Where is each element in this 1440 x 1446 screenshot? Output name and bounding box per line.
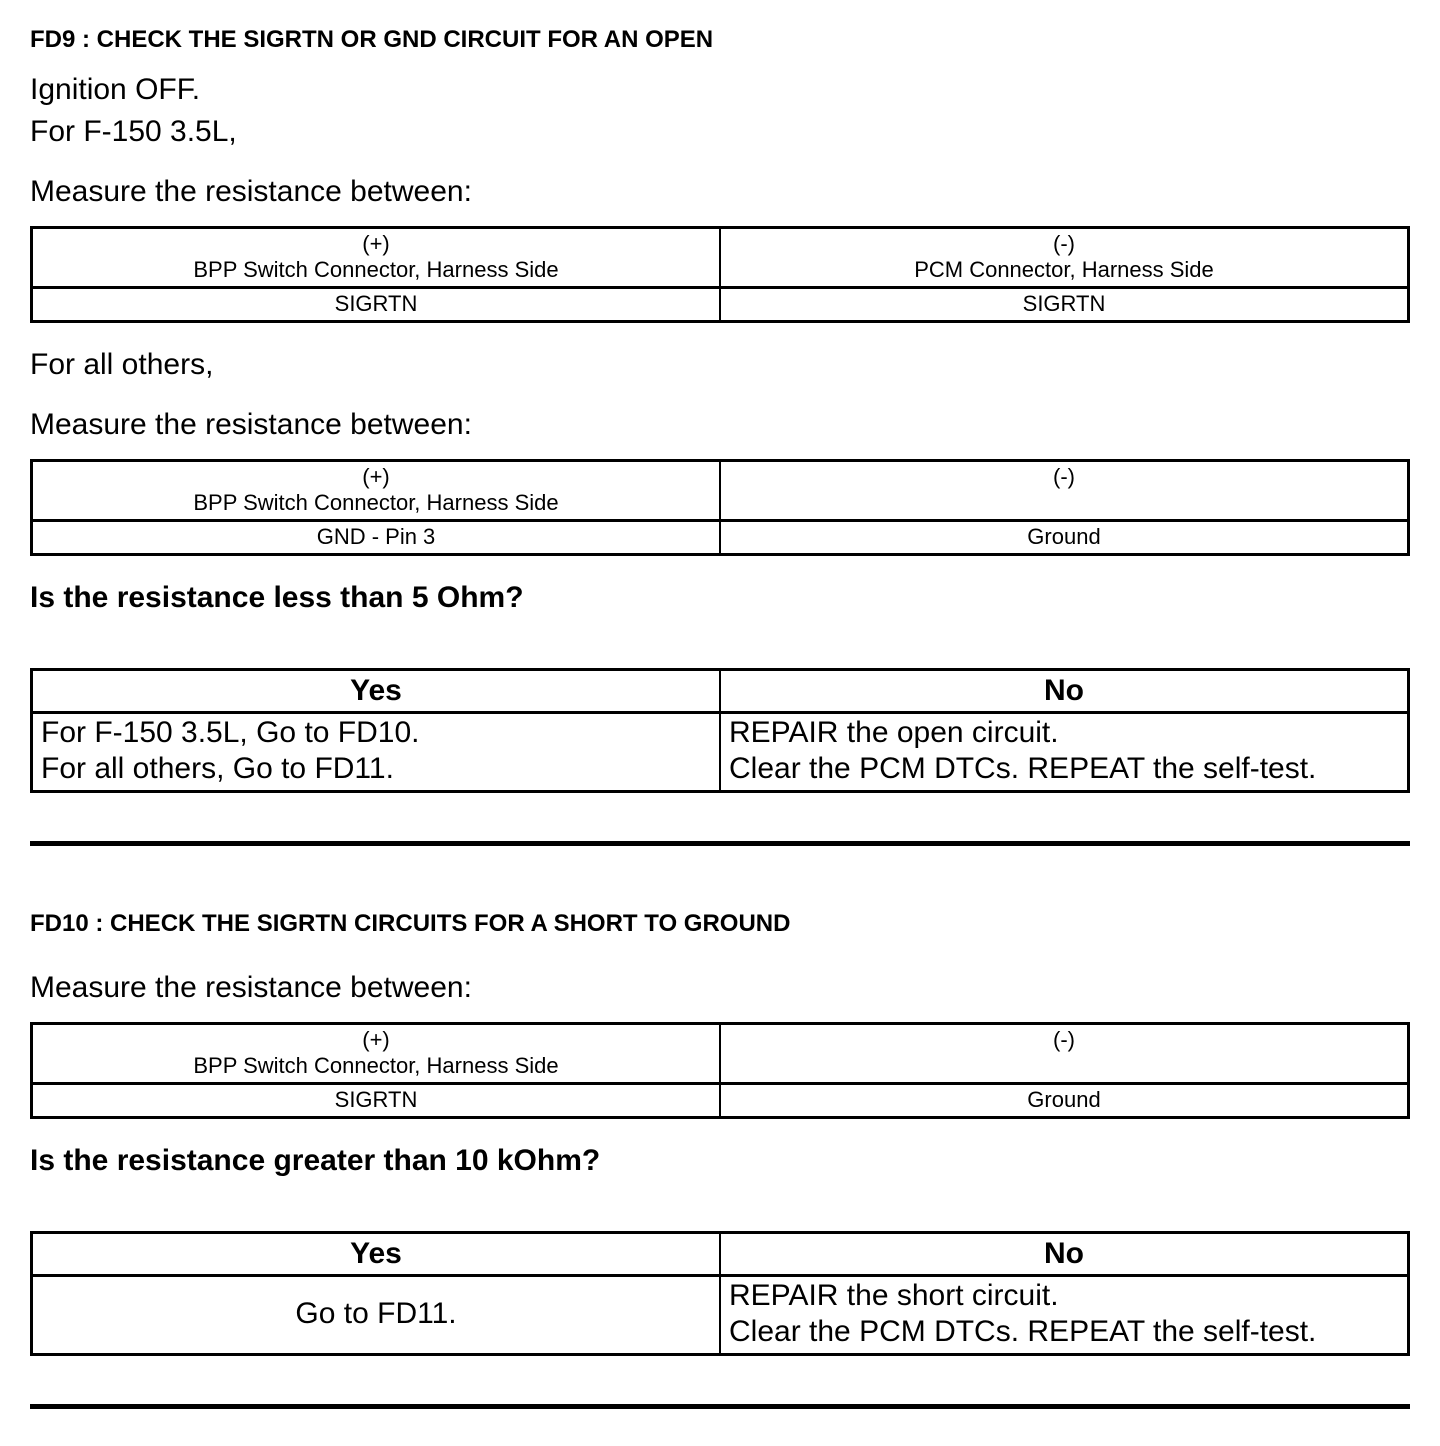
fd9-yes-action-cell	[32, 713, 721, 792]
fd10-decision-table	[30, 1231, 1410, 1356]
plus-label: BPP Switch Connector, Harness Side	[193, 257, 559, 282]
plus-sign: (+)	[362, 231, 390, 256]
plus-label: BPP Switch Connector, Harness Side	[193, 1053, 559, 1078]
fd9-f150-minus-header-cell	[720, 228, 1409, 288]
fd9-for-all-others-text: For all others,	[30, 348, 214, 381]
fd9-yes-header-cell: Yes	[32, 670, 721, 713]
plus-sign: (+)	[362, 464, 390, 489]
fd9-others-minus-value-cell: Ground	[720, 521, 1409, 555]
section-divider-rule	[30, 841, 1410, 846]
plus-label: BPP Switch Connector, Harness Side	[193, 490, 559, 515]
fd10-decision-header-row	[32, 1233, 1409, 1276]
fd9-yes-action-line-1: For F-150 3.5L, Go to FD10.	[41, 716, 420, 749]
section-fd9	[30, 26, 1410, 793]
fd9-heading: FD9 : CHECK THE SIGRTN OR GND CIRCUIT FOR AN OPEN	[30, 26, 714, 53]
fd9-no-action-line-1: REPAIR the open circuit.	[729, 716, 1059, 749]
fd10-no-action-line-2: Clear the PCM DTCs. REPEAT the self-test.	[729, 1315, 1317, 1348]
fd9-f150-plus-value-cell: SIGRTN	[32, 288, 721, 322]
fd9-decision-table	[30, 668, 1410, 793]
minus-sign: (-)	[1053, 464, 1075, 489]
fd9-no-action-cell	[720, 713, 1409, 792]
fd10-yes-action-cell	[32, 1276, 721, 1355]
plus-sign: (+)	[362, 1027, 390, 1052]
fd9-ignition-off-text: Ignition OFF.	[30, 73, 201, 106]
fd10-plus-value-cell: SIGRTN	[32, 1084, 721, 1118]
fd10-plus-header-cell	[32, 1024, 721, 1084]
fd9-decision-header-row	[32, 670, 1409, 713]
fd10-no-action-line-1: REPAIR the short circuit.	[729, 1279, 1059, 1312]
fd9-decision-body-row	[32, 713, 1409, 792]
fd9-no-header-cell: No	[720, 670, 1409, 713]
fd9-others-plus-value-cell: GND - Pin 3	[32, 521, 721, 555]
fd10-question: Is the resistance greater than 10 kOhm?	[30, 1144, 601, 1177]
fd9-others-measure-table	[30, 459, 1410, 556]
fd9-f150-minus-value-cell: SIGRTN	[720, 288, 1409, 322]
fd9-question: Is the resistance less than 5 Ohm?	[30, 581, 524, 614]
fd10-table-value-row	[32, 1084, 1409, 1118]
fd9-others-plus-header-cell	[32, 461, 721, 521]
fd10-measure-instruction: Measure the resistance between:	[30, 971, 472, 1004]
minus-label: PCM Connector, Harness Side	[914, 257, 1214, 282]
fd10-no-action-cell	[720, 1276, 1409, 1355]
fd10-heading: FD10 : CHECK THE SIGRTN CIRCUITS FOR A SHORT TO GROUND	[30, 910, 791, 937]
fd10-minus-value-cell: Ground	[720, 1084, 1409, 1118]
minus-sign: (-)	[1053, 231, 1075, 256]
fd9-others-table-value-row	[32, 521, 1409, 555]
fd9-f150-table-header-row	[32, 228, 1409, 288]
minus-sign: (-)	[1053, 1027, 1075, 1052]
fd9-f150-table-value-row	[32, 288, 1409, 322]
fd10-minus-header-cell	[720, 1024, 1409, 1084]
fd9-for-f150-text: For F-150 3.5L,	[30, 115, 237, 148]
bottom-divider-rule	[30, 1404, 1410, 1409]
fd9-f150-measure-table	[30, 226, 1410, 323]
fd10-decision-body-row	[32, 1276, 1409, 1355]
fd10-measure-table	[30, 1022, 1410, 1119]
fd9-f150-plus-header-cell	[32, 228, 721, 288]
fd9-others-minus-header-cell	[720, 461, 1409, 521]
fd9-no-action-line-2: Clear the PCM DTCs. REPEAT the self-test.	[729, 752, 1317, 785]
fd10-no-header-cell: No	[720, 1233, 1409, 1276]
fd9-others-table-header-row	[32, 461, 1409, 521]
fd10-yes-header-cell: Yes	[32, 1233, 721, 1276]
fd10-table-header-row	[32, 1024, 1409, 1084]
fd9-yes-action-line-2: For all others, Go to FD11.	[41, 752, 394, 785]
fd10-yes-action-line-1: Go to FD11.	[295, 1297, 457, 1330]
fd9-measure-instruction-1: Measure the resistance between:	[30, 175, 472, 208]
section-fd10	[30, 910, 1410, 1356]
fd9-measure-instruction-2: Measure the resistance between:	[30, 408, 472, 441]
